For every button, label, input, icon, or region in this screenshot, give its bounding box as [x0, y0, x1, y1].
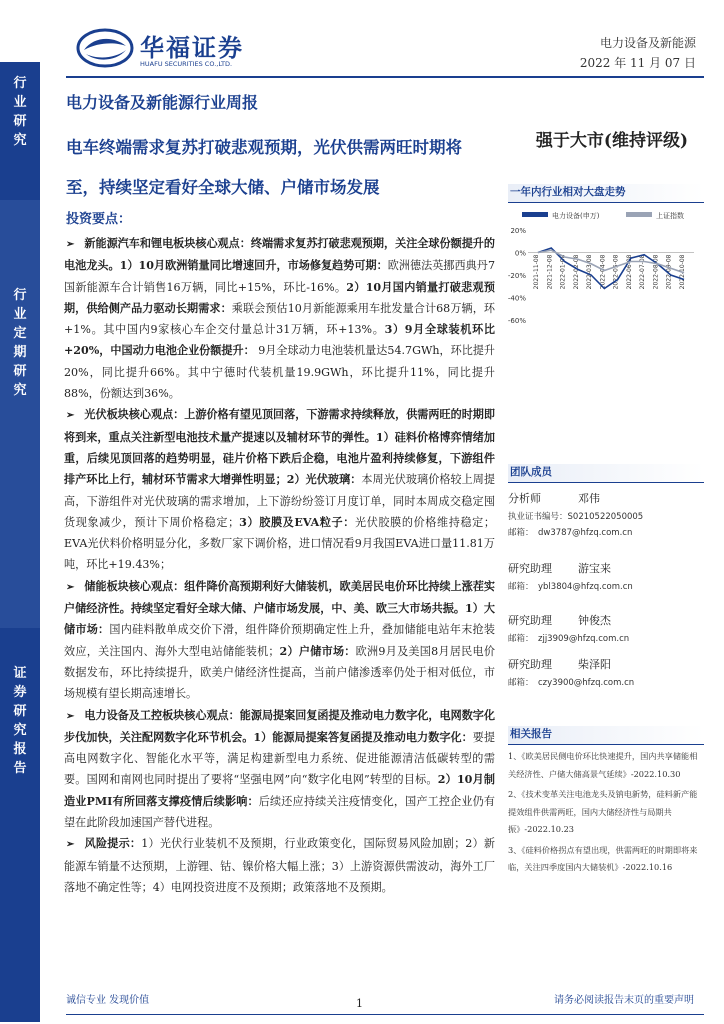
company-logo — [76, 26, 276, 70]
member-cert: S0210522050005 — [567, 512, 644, 522]
summary-paragraph — [64, 233, 495, 404]
member-cert-label: 执业证书编号： — [508, 512, 568, 522]
x-tick-label: 2021-11-08 — [533, 254, 540, 290]
summary-text: 1）光伏行业装机不及预期，行业政策变化，国际贸易风险加剧；2）新能源车销量不达预期，上游锂、钴、镍价格大幅上涨；3）上游资源供需波动，海外工厂落地不确定性等；4）电网投资进度不及预期；政策落地不及预期。 — [64, 837, 495, 894]
y-tick-label: -40% — [507, 294, 526, 303]
summary-text: 光伏板块核心观点：上游价格有望见顶回落，下游需求持续释放，供需两旺的时期即将到来，重点关注新型电池技术量产提速以及辅材环节的弹性。1）硅料价格博弈情绪加重，后续见顶回落的趋势明显，硅片价格下跌后企稳，电池片盈利持续修复，下游组件排产环比上行，辅材环节需求大增弹性明显；2）光伏玻璃： — [64, 408, 495, 487]
huafu-logo-icon — [76, 28, 134, 68]
report-headline: 电车终端需求复苏打破悲观预期，光伏供需两旺时期将至，持续坚定看好全球大储、户储市场发展 — [66, 138, 462, 197]
team-member — [508, 656, 704, 688]
bullet-arrow-icon: ➢ — [66, 410, 75, 422]
header-date: 2022 年 11 月 07 日 — [579, 56, 696, 70]
legend-swatch — [522, 212, 548, 217]
y-tick-label: -20% — [507, 272, 526, 280]
summary-text: 乘联会预估10月新能源乘用车批发量合计68万辆，环+1%。其中国内9家核心车企交付量总计31万辆，环+13%。 — [64, 301, 495, 337]
x-tick-label: 2022-05-08 — [612, 254, 620, 290]
x-tick-label: 2022-02-08 — [572, 254, 580, 290]
summary-heading: 投资要点： — [66, 212, 132, 227]
team-member — [508, 560, 704, 592]
member-role: 分析师 — [508, 492, 541, 505]
summary-text: 3）胶膜及EVA粒子： — [239, 515, 355, 529]
team-member — [508, 490, 704, 538]
member-email[interactable]: czy3900@hfzq.com.cn — [538, 678, 635, 688]
summary-text: 3）9月全球装机环比+20%，中国动力电池企业份额提升： — [64, 323, 495, 358]
bullet-arrow-icon: ➢ — [66, 239, 75, 250]
bullet-arrow-icon: ➢ — [66, 839, 75, 851]
summary-paragraph — [64, 705, 495, 834]
summary-text: 欧洲德法英挪西典丹7国新能源车合计销售16万辆，同比+15%，环比-16%。 — [64, 259, 495, 294]
related-report-item[interactable]: 1、《欧美居民侧电价环比快速提升，国内共享储能相关经济性、户储大储高景气延续》-2022.10.30 — [508, 751, 698, 779]
member-email[interactable]: ybl3804@hfzq.com.cn — [538, 582, 633, 592]
bullet-arrow-icon: ➢ — [66, 581, 75, 593]
member-email-label: 邮箱： — [508, 582, 534, 592]
summary-text: 本周光伏玻璃价格较上周提高，下游组件对光伏玻璃的需求增加，上下游纷纷签订月度订单，同时本周成交稳定囤货现象减少，预计下周价格稳定； — [64, 473, 495, 529]
summary-text: 风险提示： — [84, 837, 142, 851]
member-name: 钟俊杰 — [578, 614, 611, 627]
industry-title: 电力设备及新能源行业周报 — [66, 93, 259, 112]
summary-text: 后续还应持续关注疫情变化，国产工控企业仍有望在此阶段加速国产替代进程。 — [64, 794, 495, 830]
x-tick-label: 2022-03-08 — [586, 254, 594, 290]
related-reports-heading: 相关报告 — [508, 726, 704, 745]
x-tick-label: 2022-08-08 — [652, 254, 660, 290]
x-tick-label: 2022-09-08 — [665, 254, 673, 290]
legend-label: 上证指数 — [656, 212, 684, 220]
header-divider — [66, 76, 704, 78]
related-reports-list — [508, 748, 704, 880]
y-tick-label: 0% — [514, 249, 526, 258]
x-tick-label: 2022-04-08 — [599, 254, 607, 290]
summary-text: 欧洲9月及美国8月居民电价数据发布，环比持续提升，欧美户储经济性提高，当前户储渗透率仍处于相对低位，市场规模有望长期高速增长。 — [64, 644, 495, 701]
summary-text: 新能源汽车和锂电板块核心观点：终端需求复苏打破悲观预期，关注全球份额提升的电池龙头。1）10月欧洲销量同比增速回升，市场修复趋势可期： — [64, 237, 495, 273]
member-email-label: 邮箱： — [508, 528, 534, 538]
summary-paragraph — [64, 833, 495, 898]
x-tick-label: 2022-07-08 — [639, 254, 647, 290]
chart-heading: 一年内行业相对大盘走势 — [508, 184, 704, 203]
sidebar-mid-label: 行 业 定 期 研 究 — [13, 288, 27, 398]
related-report-item[interactable]: 2、《技术变革关注电池龙头及钠电新势，硅料新产能提效组件供需两旺，国内大储经济性与局期共振》-2022.10.23 — [508, 789, 698, 834]
member-email[interactable]: zjj3909@hfzq.com.cn — [538, 634, 630, 644]
member-email-label: 邮箱： — [508, 678, 534, 688]
summary-paragraph — [64, 576, 495, 705]
legend-swatch — [626, 212, 652, 217]
summary-text: 光伏胶膜的价格维持稳定；EVA光伏料价格明显分化，多数厂家下调价格，进口情况看9月我国EVA进口量11.81万吨，环比+19.43%； — [64, 515, 495, 572]
footer-divider — [66, 1014, 704, 1015]
summary-text: 9月全球动力电池装机量达54.7GWh，环比提升20%，同比提升66%。其中宁德时代装机量19.9GWh，环比提升11%，同比提升88%，份额达到36%。 — [64, 344, 495, 401]
team-member — [508, 612, 704, 644]
page-number: 1 — [356, 997, 363, 1010]
summary-paragraph — [64, 404, 495, 575]
summary-text: 储能板块核心观点：组件降价高预期利好大储装机，欧美居民电价环比持续上涨茬实户储经济性。持续坚定看好全球大储、户储市场发展，中、美、欧三大市场共振。1）大储市场： — [64, 579, 495, 637]
team-heading: 团队成员 — [508, 464, 704, 483]
member-role: 研究助理 — [508, 562, 552, 575]
related-report-item[interactable]: 3、《硅料价格拐点有望出现，供需两旺的时期即将来临，关注四季度国内大储装机》-2022.10.16 — [508, 844, 698, 872]
summary-body — [64, 233, 495, 898]
member-role: 研究助理 — [508, 614, 552, 627]
summary-text: 国内硅料散单成交价下滑，组件降价预期确定性上升，叠加储能电站年末抢装效应，关注国内、海外大型电站储能装机； — [64, 623, 495, 658]
member-email-label: 邮箱： — [508, 634, 534, 644]
member-email[interactable]: dw3787@hfzq.com.cn — [538, 528, 633, 538]
member-name: 柴泽阳 — [578, 658, 611, 671]
sidebar-bottom-label: 证 券 研 究 报 告 — [13, 666, 27, 776]
sidebar-section-mid — [0, 200, 40, 628]
rating-label: 强于大市(维持评级) — [535, 131, 688, 151]
member-name: 邓伟 — [578, 492, 600, 505]
sidebar-section-bottom — [0, 628, 40, 1022]
member-name: 游宝来 — [578, 562, 611, 575]
footer-disclaimer: 请务必阅读报告末页的重要声明 — [554, 995, 694, 1006]
logo-english-name: HUAFU SECURITIES CO.,LTD. — [140, 60, 233, 68]
x-tick-label: 2022-06-08 — [625, 254, 633, 290]
bullet-arrow-icon: ➢ — [66, 710, 75, 722]
sidebar-top-label: 行 业 研 究 — [13, 76, 27, 148]
summary-text: 电力设备及工控板块核心观点：能源局提案回复函提及推动电力数字化，电网数字化步伐加快，关注配网数字化环节机会。1）能源局提案答复函提及推动电力数字化： — [64, 708, 495, 744]
summary-text: 2）10月国内销量打破悲观预期，供给侧产品力驱动长期需求： — [64, 280, 495, 315]
header-category: 电力设备及新能源 — [599, 36, 696, 50]
industry-vs-market-chart — [506, 208, 704, 326]
footer-slogan: 诚信专业 发现价值 — [66, 995, 150, 1006]
y-tick-label: -60% — [507, 317, 526, 325]
summary-text: 2）户储市场： — [279, 644, 356, 658]
x-tick-label: 2022-10-08 — [679, 254, 686, 290]
logo-chinese-name: 华福证券 — [140, 34, 244, 62]
summary-text: 要提高电网数字化、智能化水平等，满足构建新型电力系统、促进能源清洁低碳转型的需要。国网和南网也同时提出了要将“坚强电网”向“数字化电网”转型的目标。 — [64, 730, 495, 787]
x-tick-label: 2021-12-08 — [546, 254, 554, 290]
summary-text: 2）10月制造业PMI有所回落支撑疫情后续影响： — [64, 773, 495, 808]
sidebar-section-top — [0, 62, 40, 200]
y-tick-label: 20% — [510, 227, 526, 235]
legend-label: 电力设备(申万) — [552, 212, 600, 220]
x-tick-label: 2022-01-08 — [559, 254, 567, 290]
member-role: 研究助理 — [508, 658, 552, 671]
